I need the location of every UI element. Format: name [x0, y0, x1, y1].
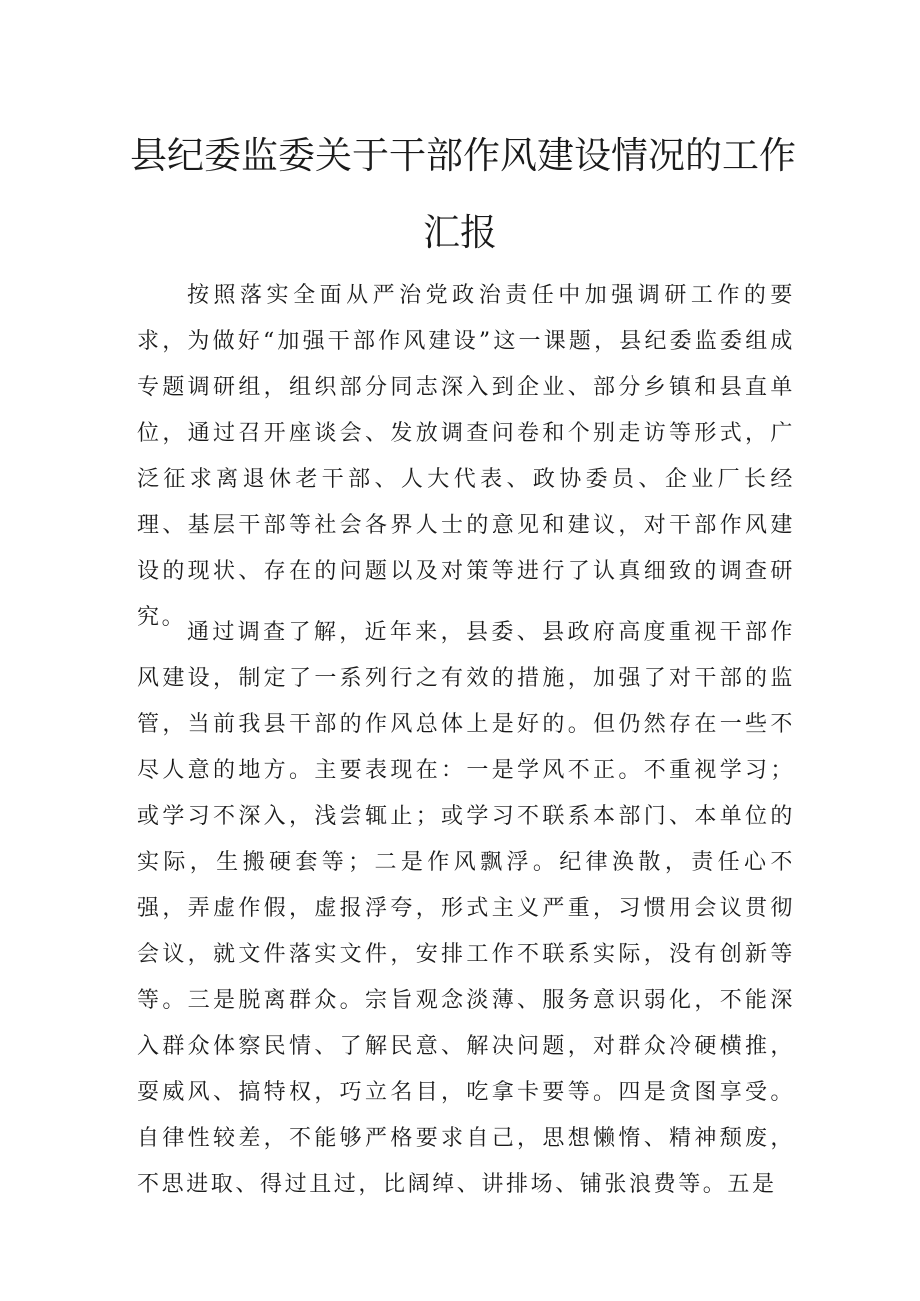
- document-title-line-1: 县纪委监委关于干部作风建设情况的工作: [130, 134, 796, 177]
- body-paragraph-1: 按照落实全面从严治党政治责任中加强调研工作的要求，为做好“加强干部作风建设”这一课题，县纪委监委组成专题调研组，组织部分同志深入到企业、部分乡镇和县直单位，通过召开座谈会、发放调查问卷和个别走访等形式，广泛征求离退休老干部、人大代表、政协委员、企业厂长经理、基层干部等社会各界人士的意见和建议，对干部作风建设的现状、存在的问题以及对策等进行了认真细致的调查研究。: [137, 283, 795, 630]
- document-title-line-2: 汇报: [423, 211, 497, 254]
- body-paragraph-2: 通过调查了解，近年来，县委、县政府高度重视干部作风建设，制定了一系列行之有效的措施，加强了对干部的监管，当前我县干部的作风总体上是好的。但仍然存在一些不尽人意的地方。主要表现在：一是学风不正。不重视学习；或学习不深入，浅尝辄止；或学习不联系本部门、本单位的实际，生搬硬套等；二是作风飘浮。纪律涣散，责任心不强，弄虚作假，虚报浮夸，形式主义严重，习惯用会议贯彻会议，就文件落实文件，安排工作不联系实际，没有创新等等。三是脱离群众。宗旨观念淡薄、服务意识弱化，不能深入群众体察民情、了解民意、解决问题，对群众冷硬横推，耍威风、搞特权，巧立名目，吃拿卡要等。四是贪图享受。自律性较差，不能够严格要求自己，思想懒惰、精神颓废，不思进取、得过且过，比阔绰、讲排场、铺张浪费等。五是: [137, 620, 795, 1197]
